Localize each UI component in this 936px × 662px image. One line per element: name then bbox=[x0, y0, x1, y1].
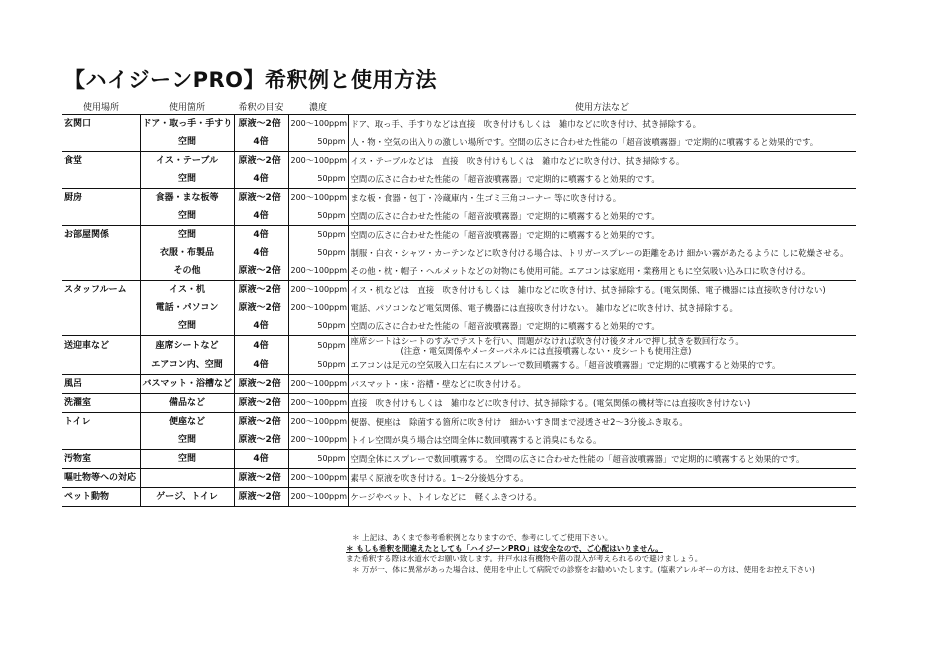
area-cell: 空間 bbox=[140, 317, 234, 336]
ratio-cell: 原液～2倍 bbox=[234, 189, 288, 208]
usage-cell bbox=[348, 244, 856, 262]
table-row bbox=[62, 226, 856, 245]
concentration-cell: 200～100ppm bbox=[288, 262, 348, 281]
concentration-cell: 200～100ppm bbox=[288, 115, 348, 134]
location-cell: 風呂 bbox=[62, 375, 140, 394]
usage-text: ドア、取っ手、手すりなどは直接 吹き付けもしくは 雑巾などに吹き付け、拭き掃除する。 bbox=[350, 119, 701, 129]
dilution-table bbox=[62, 100, 856, 507]
usage-text: 空間の広さに合わせた性能の「超音波噴霧器」で定期的に噴霧すると効果的です。 bbox=[350, 230, 660, 240]
usage-cell bbox=[348, 413, 856, 432]
usage-text: その他・枕・帽子・ヘルメットなどの対物にも使用可能。エアコンは家庭用・業務用ともに空気吸い込み口に吹き付ける。 bbox=[350, 266, 811, 276]
area-cell: 空間 bbox=[140, 207, 234, 226]
concentration-cell: 50ppm bbox=[288, 356, 348, 375]
table-row bbox=[62, 450, 856, 469]
concentration-cell: 200～100ppm bbox=[288, 394, 348, 413]
location-cell: 厨房 bbox=[64, 193, 83, 203]
usage-text: 空間全体にスプレーで数回噴霧する。 空間の広さに合わせた性能の「超音波噴霧器」で定期的に噴霧すると効果的です。 bbox=[350, 454, 805, 464]
concentration-cell: 50ppm bbox=[288, 450, 348, 469]
area-cell bbox=[140, 469, 234, 488]
table-row bbox=[62, 262, 856, 281]
ratio-cell: 原液～2倍 bbox=[234, 431, 288, 450]
ratio-cell: 原液～2倍 bbox=[234, 262, 288, 281]
concentration-cell: 50ppm bbox=[288, 207, 348, 226]
location-cell bbox=[62, 244, 140, 262]
area-cell: バスマット・浴槽など bbox=[140, 375, 234, 394]
ratio-cell: 原液～2倍 bbox=[234, 488, 288, 507]
usage-text: 直接 吹き付けもしくは 雑巾などに吹き付け、拭き掃除する。(電気関係の機材等には直接吹き付けない) bbox=[350, 398, 751, 408]
usage-text: 空間の広さに合わせた性能の「超音波噴霧器」で定期的に噴霧すると効果的です。 bbox=[350, 321, 660, 331]
area-cell: エアコン内、空間 bbox=[140, 356, 234, 375]
location-cell: 嘔吐物等への対応 bbox=[62, 469, 140, 488]
table-row bbox=[62, 244, 856, 262]
usage-cell bbox=[348, 226, 856, 245]
location-cell: 汚物室 bbox=[62, 450, 140, 469]
header-area: 使用箇所 bbox=[140, 100, 234, 115]
table-row bbox=[62, 469, 856, 488]
usage-text: 空間の広さに合わせた性能の「超音波噴霧器」で定期的に噴霧すると効果的です。 bbox=[350, 174, 660, 184]
concentration-cell: 50ppm bbox=[288, 170, 348, 189]
note-3: また希釈する際は水道水でお願い致します。井戸水は有機物や菌の混入が考えられるので避けましょう。 bbox=[346, 554, 703, 564]
area-cell: 電話・パソコン bbox=[140, 299, 234, 317]
table-row bbox=[62, 152, 856, 171]
area-cell: 備品など bbox=[140, 394, 234, 413]
concentration-cell: 200～100ppm bbox=[288, 281, 348, 300]
table-row bbox=[62, 115, 856, 134]
table-row bbox=[62, 299, 856, 317]
usage-cell bbox=[348, 375, 856, 394]
location-cell: お部屋関係 bbox=[64, 230, 110, 240]
location-cell bbox=[62, 299, 140, 317]
ratio-cell: 原液～2倍 bbox=[234, 375, 288, 394]
usage-cell bbox=[348, 450, 856, 469]
note-4: ＊ 万が一、体に異常があった場合は、使用を中止して病院での診察をお勧めいたします。(塩素アレルギーの方は、使用をお控え下さい) bbox=[352, 564, 815, 574]
area-cell: イス・机 bbox=[140, 281, 234, 300]
usage-text: バスマット・床・浴槽・壁などに吹き付ける。 bbox=[350, 379, 526, 389]
ratio-cell: 原液～2倍 bbox=[234, 394, 288, 413]
usage-cell bbox=[348, 115, 856, 134]
table-body bbox=[62, 115, 856, 507]
usage-text: 空間の広さに合わせた性能の「超音波噴霧器」で定期的に噴霧すると効果的です。 bbox=[350, 211, 660, 221]
usage-text-note: (注意・電気関係やメーターパネルには直接噴霧しない・皮シートも使用注意) bbox=[400, 346, 692, 356]
location-cell: スタッフルーム bbox=[64, 285, 127, 295]
usage-cell bbox=[348, 299, 856, 317]
area-cell: 空間 bbox=[140, 133, 234, 152]
ratio-cell: 4倍 bbox=[234, 170, 288, 189]
concentration-cell: 50ppm bbox=[288, 226, 348, 245]
usage-cell bbox=[348, 356, 856, 375]
table-row bbox=[62, 317, 856, 336]
ratio-cell: 4倍 bbox=[234, 226, 288, 245]
usage-text: ケージやペット、トイレなどに 軽くふきつける。 bbox=[350, 492, 542, 502]
area-cell: 空間 bbox=[140, 431, 234, 450]
area-cell: 空間 bbox=[140, 450, 234, 469]
location-cell bbox=[62, 170, 140, 189]
concentration-cell: 200～100ppm bbox=[288, 413, 348, 432]
concentration-cell: 200～100ppm bbox=[288, 299, 348, 317]
area-cell: 空間 bbox=[140, 226, 234, 245]
usage-cell bbox=[348, 317, 856, 336]
header-usage: 使用方法など bbox=[348, 100, 856, 115]
location-cell bbox=[62, 317, 140, 336]
usage-cell bbox=[348, 336, 856, 357]
table-row bbox=[62, 356, 856, 375]
footnotes bbox=[346, 533, 815, 575]
note-2: ＊ もしも希釈を間違えたとしても「ハイジーンPRO」は安全なので、ご心配はいりません。 bbox=[346, 543, 663, 553]
location-cell: ペット動物 bbox=[62, 488, 140, 507]
location-cell bbox=[62, 356, 140, 375]
ratio-cell: 4倍 bbox=[234, 207, 288, 226]
concentration-cell: 50ppm bbox=[288, 133, 348, 152]
usage-text: エアコンは足元の空気吸入口左右にスプレーで数回噴霧する。「超音波噴霧器」で定期的に噴霧すると効果的です。 bbox=[350, 360, 781, 370]
area-cell: 便座など bbox=[140, 413, 234, 432]
usage-text: 便器、便座は 除菌する箇所に吹き付け 細かいすき間まで浸透させ2～3分後ふき取る。 bbox=[350, 417, 688, 427]
header-ratio: 希釈の目安 bbox=[234, 100, 288, 115]
table-row bbox=[62, 170, 856, 189]
concentration-cell: 50ppm bbox=[288, 336, 348, 357]
header-concentration: 濃度 bbox=[288, 100, 348, 115]
location-cell bbox=[62, 431, 140, 450]
usage-text: トイレ空間が臭う場合は空間全体に数回噴霧すると消臭にもなる。 bbox=[350, 435, 602, 445]
area-cell: イス・テーブル bbox=[140, 152, 234, 171]
area-cell: 食器・まな板等 bbox=[140, 189, 234, 208]
usage-cell bbox=[348, 281, 856, 300]
table-row bbox=[62, 413, 856, 432]
area-cell: ゲージ、トイレ bbox=[140, 488, 234, 507]
area-cell: ドア・取っ手・手すり bbox=[140, 115, 234, 134]
location-cell: 洗濯室 bbox=[62, 394, 140, 413]
usage-text: 素早く原液を吹き付ける。1～2分後処分する。 bbox=[350, 473, 529, 483]
ratio-cell: 原液～2倍 bbox=[234, 469, 288, 488]
concentration-cell: 50ppm bbox=[288, 244, 348, 262]
location-cell bbox=[62, 207, 140, 226]
ratio-cell: 原液～2倍 bbox=[234, 115, 288, 134]
ratio-cell: 4倍 bbox=[234, 244, 288, 262]
usage-cell bbox=[348, 152, 856, 171]
usage-text: まな板・食器・包丁・冷蔵庫内・生ゴミ三角コーナー 等に吹き付ける。 bbox=[350, 193, 622, 203]
usage-text: イス・テーブルなどは 直接 吹き付けもしくは 雑巾などに吹き付け、拭き掃除する。 bbox=[350, 156, 685, 166]
usage-text: 座席シートはシートのすみでテストを行い、問題がなければ吹き付け後タオルで押し拭きを数回行なう。 bbox=[350, 336, 744, 346]
header-location: 使用場所 bbox=[62, 100, 140, 115]
ratio-cell: 原液～2倍 bbox=[234, 281, 288, 300]
usage-text: 電話、パソコンなど電気関係、電子機器には直接吹き付けない。 雑巾などに吹き付け、拭き掃除する。 bbox=[350, 303, 738, 313]
location-cell bbox=[62, 133, 140, 152]
usage-text: イス・机などは 直接 吹き付けもしくは 雑巾などに吹き付け、拭き掃除する。(電気関係、電子機器には直接吹き付けない) bbox=[350, 285, 826, 295]
table-row bbox=[62, 488, 856, 507]
ratio-cell: 4倍 bbox=[234, 450, 288, 469]
usage-cell bbox=[348, 394, 856, 413]
location-cell bbox=[62, 262, 140, 281]
table-row bbox=[62, 207, 856, 226]
location-cell: 送迎車など bbox=[64, 341, 110, 351]
usage-text: 人・物・空気の出入りの激しい場所です。空間の広さに合わせた性能の「超音波噴霧器」で定期的に噴霧すると効果的です。 bbox=[350, 137, 819, 147]
area-cell: その他 bbox=[140, 262, 234, 281]
concentration-cell: 200～100ppm bbox=[288, 469, 348, 488]
ratio-cell: 原液～2倍 bbox=[234, 413, 288, 432]
concentration-cell: 200～100ppm bbox=[288, 488, 348, 507]
table-row bbox=[62, 281, 856, 300]
usage-cell bbox=[348, 262, 856, 281]
table-row bbox=[62, 189, 856, 208]
usage-cell bbox=[348, 170, 856, 189]
ratio-cell: 4倍 bbox=[234, 336, 288, 357]
usage-cell bbox=[348, 469, 856, 488]
table-row bbox=[62, 133, 856, 152]
concentration-cell: 50ppm bbox=[288, 317, 348, 336]
page-title: 【ハイジーンPRO】希釈例と使用方法 bbox=[64, 68, 437, 92]
area-cell: 座席シートなど bbox=[140, 336, 234, 357]
area-cell: 空間 bbox=[140, 170, 234, 189]
table-header-row bbox=[62, 100, 856, 115]
concentration-cell: 200～100ppm bbox=[288, 189, 348, 208]
usage-cell bbox=[348, 189, 856, 208]
table-row bbox=[62, 431, 856, 450]
usage-cell bbox=[348, 133, 856, 152]
ratio-cell: 原液～2倍 bbox=[234, 152, 288, 171]
table-row bbox=[62, 375, 856, 394]
location-cell: 食堂 bbox=[64, 156, 83, 166]
concentration-cell: 200～100ppm bbox=[288, 152, 348, 171]
location-cell: トイレ bbox=[64, 417, 91, 427]
table-row bbox=[62, 394, 856, 413]
ratio-cell: 4倍 bbox=[234, 317, 288, 336]
concentration-cell: 200～100ppm bbox=[288, 431, 348, 450]
usage-cell bbox=[348, 431, 856, 450]
ratio-cell: 原液～2倍 bbox=[234, 299, 288, 317]
location-cell: 玄関口 bbox=[64, 119, 92, 129]
ratio-cell: 4倍 bbox=[234, 356, 288, 375]
concentration-cell: 200～100ppm bbox=[288, 375, 348, 394]
note-1: ＊ 上記は、あくまで参考希釈例となりますので、参考にしてご使用下さい。 bbox=[352, 533, 613, 542]
area-cell: 衣服・布製品 bbox=[140, 244, 234, 262]
ratio-cell: 4倍 bbox=[234, 133, 288, 152]
usage-text: 制服・白衣・シャツ・カーテンなどに吹き付ける場合は、トリガースプレーの距離をあけ 細かい霧があたるように しに乾燥させる。 bbox=[350, 248, 849, 258]
table-row bbox=[62, 336, 856, 357]
usage-cell bbox=[348, 488, 856, 507]
usage-cell bbox=[348, 207, 856, 226]
